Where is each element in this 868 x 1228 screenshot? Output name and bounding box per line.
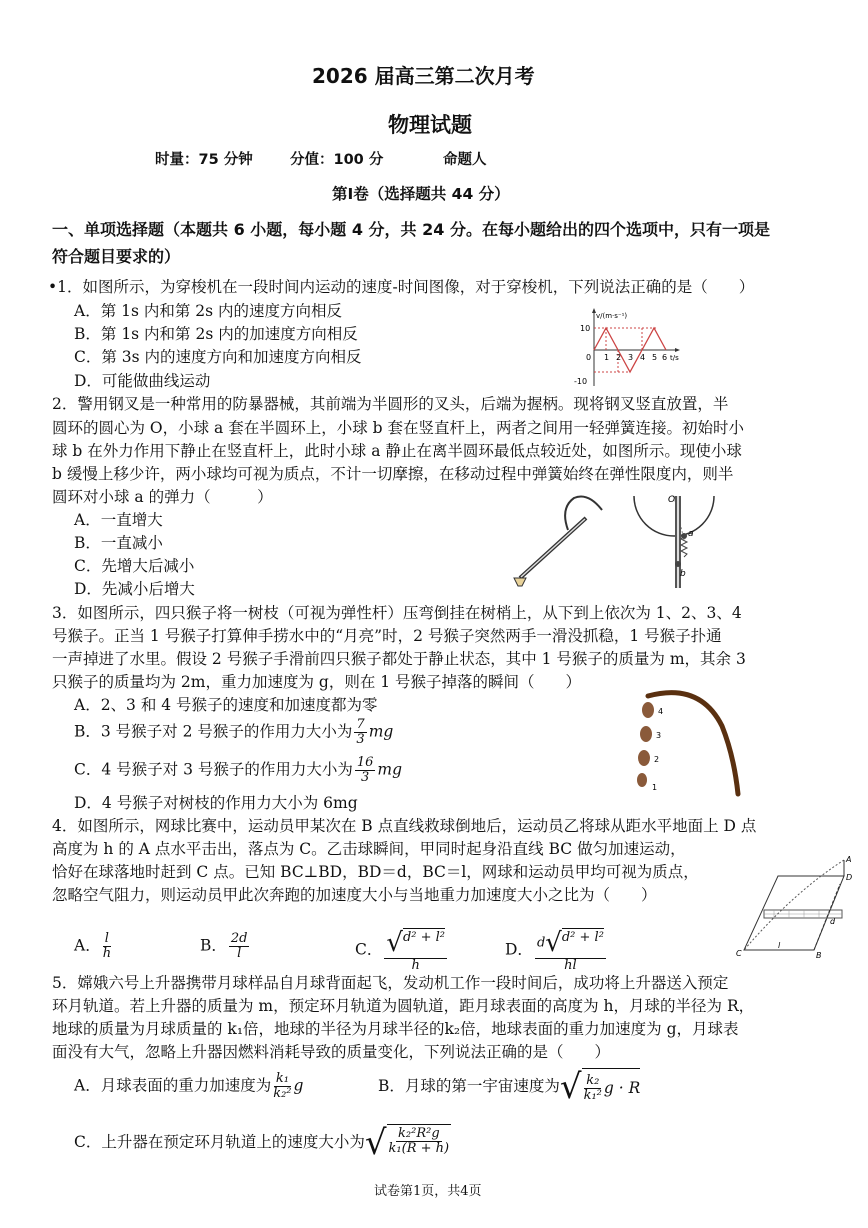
q1-tick-1: 1 <box>604 353 610 362</box>
q2-line4: b 缓慢上移少许，两小球均可视为质点，不计一切摩擦，在移动过程中弹簧始终在弹性限度内，则半 <box>52 465 734 483</box>
q4-fig-d: D <box>846 873 853 882</box>
q4-option-b <box>200 932 251 961</box>
q5-c-num: k₂²R²g <box>398 1126 440 1141</box>
q5-line4: 面没有大气，忽略上升器因燃料消耗导致的质量变化，下列说法正确的是（ ） <box>52 1043 611 1061</box>
q1-ylabel: v/(m·s⁻¹) <box>596 312 628 320</box>
q3-option-c-fraction <box>355 756 376 785</box>
q4-c-fraction: √ d² + l² h <box>386 928 446 973</box>
q3-option-b-text: B．3 号猴子对 2 号猴子的作用力大小为 <box>74 722 353 741</box>
q5-line3: 地球的质量为月球质量的 k₁倍，地球的半径为月球半径的k₂倍，地球表面的重力加速度为 g，月球表 <box>52 1020 739 1038</box>
q3-monkey-2: 2 <box>654 755 660 764</box>
q1-origin: 0 <box>586 353 592 362</box>
q1-option-d: D．可能做曲线运动 <box>74 372 211 390</box>
exam-title: 2026 届高三第二次月考 <box>312 64 535 88</box>
q5-option-b <box>378 1068 640 1106</box>
q1-tick-6: 6 <box>662 353 668 362</box>
q4-line3: 恰好在球落地时赶到 C 点。已知 BC⊥BD，BD＝d，BC＝l，网球和运动员甲均可视为质点， <box>52 863 699 881</box>
q3-c-numerator: 16 <box>356 755 374 770</box>
q2-line5: 圆环对小球 a 的弹力（ ） <box>52 488 273 506</box>
q4-c-num: d² + l² <box>403 928 445 958</box>
q3-c-denominator: 3 <box>361 770 370 785</box>
q4-fig-c: C <box>736 949 742 958</box>
q1-option-b: B．第 1s 内和第 2s 内的加速度方向相反 <box>74 325 358 343</box>
q5-line2: 环月轨道。若上升器的质量为 m，预定环月轨道为圆轨道，距月球表面的高度为 h，月球的半径为 R， <box>52 997 755 1015</box>
q2-option-c: C．先增大后减小 <box>74 557 195 575</box>
q2-line3: 球 b 在外力作用下静止在竖直杆上，此时小球 a 静止在离半圆环最低点较近处，如图所示。现使小球 <box>52 442 742 460</box>
q4-fig-dd: d <box>830 917 836 926</box>
q4-option-d <box>505 928 608 973</box>
q5-a-den: k₂² <box>273 1086 292 1101</box>
subject-title: 物理试题 <box>388 113 472 137</box>
q1-ytop: 10 <box>580 324 591 333</box>
q3-c-mg: mg <box>377 760 403 779</box>
q3-monkeys-figure <box>630 686 750 798</box>
q4-a-den: h <box>102 946 112 961</box>
page-footer: 试卷第1页，共4页 <box>374 1184 482 1199</box>
q1-tick-4: 4 <box>640 353 646 362</box>
section-heading-line1: 一、单项选择题（本题共 6 小题，每小题 4 分，共 24 分。在每小题给出的四个选项中，只有一项是 <box>52 220 770 239</box>
q4-fig-a: A <box>846 855 852 864</box>
q5-a-fraction <box>273 1072 291 1101</box>
q5-b-den: k₁² <box>583 1088 602 1103</box>
q4-c-den: h <box>411 958 420 973</box>
q4-a-label: A． <box>74 936 101 955</box>
q3-option-c <box>74 756 402 785</box>
q3-monkey-4: 4 <box>658 707 664 716</box>
q5-line1: 5．嫦娥六号上升器携带月球样品自月球背面起飞，发动机工作一段时间后，成功将上升器送入预定 <box>52 974 729 992</box>
q4-line2: 高度为 h 的 A 点水平击出，落点为 C。乙击球瞬间，甲同时起身沿直线 BC 做匀加速运动， <box>52 840 686 858</box>
q4-a-fraction <box>103 932 111 961</box>
q3-line1: 3．如图所示，四只猴子将一树枝（可视为弹性杆）压弯倒挂在树梢上，从下到上依次为 1、2、3、4 <box>52 604 742 622</box>
q4-b-den: l <box>237 946 242 961</box>
q3-option-b-fraction <box>354 718 366 747</box>
q2-option-b: B．一直减小 <box>74 534 163 552</box>
q3-line4: 只猴子的质量均为 2m，重力加速度为 g，则在 1 号猴子掉落的瞬间（ ） <box>52 673 582 691</box>
q1-tick-2: 2 <box>616 353 622 362</box>
q4-d-num-pre: d <box>536 935 546 951</box>
q4-tennis-court-figure <box>734 852 854 962</box>
q5-option-a <box>74 1072 303 1101</box>
q5-c-den: k₁(R + h) <box>388 1141 450 1156</box>
score-label: 分值：100 分 <box>290 152 384 168</box>
time-label: 时量：75 分钟 <box>155 152 253 168</box>
q2-option-d: D．先减小后增大 <box>74 580 195 598</box>
q4-b-label: B． <box>200 936 227 955</box>
q5-b-sqrt: √ $\frac{\text{k₂}}{\text{k₁²}}$ g · R <box>559 1067 641 1107</box>
q5-b-text: B．月球的第一宇宙速度为 <box>378 1077 560 1095</box>
q4-d-label: D． <box>505 940 533 959</box>
q3-option-b <box>74 718 393 747</box>
q4-c-label: C． <box>355 940 383 959</box>
q4-d-num: d² + l² <box>562 928 604 958</box>
q2-line2: 圆环的圆心为 O，小球 a 套在半圆环上，小球 b 套在竖直杆上，两者之间用一轻弹簧连接。初始时小 <box>52 419 745 437</box>
author-label: 命题人 <box>443 152 487 168</box>
q4-line4: 忽略空气阻力，则运动员甲此次奔跑的加速度大小与当地重力加速度大小之比为（ ） <box>52 886 657 904</box>
q2-steel-fork-figure <box>508 490 608 590</box>
q5-a-g: g <box>293 1076 304 1095</box>
q3-line2: 号猴子。正当 1 号猴子打算伸手捞水中的“月亮”时，2 号猴子突然两手一滑没抓稳，1 号猴子扑通 <box>52 627 722 645</box>
q1-vt-graph <box>572 306 687 390</box>
q1-tick-5: 5 <box>652 353 658 362</box>
q3-b-numerator: 7 <box>356 717 365 732</box>
q2-label-a: a <box>688 529 694 539</box>
q3-monkey-1: 1 <box>652 783 658 792</box>
q3-option-d: D．4 号猴子对树枝的作用力大小为 6mg <box>74 794 358 812</box>
q4-option-a <box>74 932 113 961</box>
q4-option-c <box>355 928 449 973</box>
q3-option-a: A．2、3 和 4 号猴子的速度和加速度都为零 <box>74 696 378 714</box>
q5-b-num: k₂ <box>586 1073 600 1088</box>
q5-option-c <box>74 1124 451 1162</box>
q1-ybottom: -10 <box>574 377 588 386</box>
q4-b-fraction <box>229 932 250 961</box>
q5-a-text: A．月球表面的重力加速度为 <box>74 1076 272 1095</box>
q5-a-num: k₁ <box>275 1071 289 1086</box>
q4-fig-b: B <box>816 951 822 960</box>
q3-line3: 一声掉进了水里。假设 2 号猴子手滑前四只猴子都处于静止状态，其中 1 号猴子的质量为 m，其余 3 <box>52 650 746 668</box>
q4-fig-l: l <box>778 941 781 950</box>
q1-xlabel: t/s <box>670 354 679 362</box>
q3-monkey-3: 3 <box>656 731 662 740</box>
q3-option-c-text: C．4 号猴子对 3 号猴子的作用力大小为 <box>74 760 353 779</box>
q1-option-a: A．第 1s 内和第 2s 内的速度方向相反 <box>74 302 343 320</box>
q5-c-sqrt: √ $\frac{\text{k₂²R²g}}{\text{k₁(R + h)}}$ <box>364 1123 450 1163</box>
section-heading-line2: 符合题目要求的） <box>52 247 181 266</box>
q4-d-den: hl <box>564 958 577 973</box>
q1-stem: •1．如图所示，为穿梭机在一段时间内运动的速度-时间图像，对于穿梭机，下列说法正确的是（ ） <box>48 278 755 296</box>
q3-b-mg: mg <box>368 722 394 741</box>
q2-option-a: A．一直增大 <box>74 511 163 529</box>
volume-title: 第Ⅰ卷（选择题共 44 分） <box>332 185 510 203</box>
q5-c-text: C．上升器在预定环月轨道上的速度大小为 <box>74 1133 365 1151</box>
q4-d-fraction: d √ d² + l² hl <box>536 928 604 973</box>
section-heading <box>52 216 832 270</box>
q2-label-b: b <box>680 569 686 579</box>
q1-option-c: C．第 3s 内的速度方向和加速度方向相反 <box>74 348 362 366</box>
q5-b-post: g · R <box>603 1079 641 1097</box>
q1-tick-3: 3 <box>628 353 634 362</box>
q2-semicircle-figure <box>628 492 718 590</box>
q4-b-num: 2d <box>230 931 248 946</box>
q2-label-o: O <box>668 495 676 505</box>
q2-line1: 2．警用钢叉是一种常用的防暴器械，其前端为半圆形的叉头，后端为握柄。现将钢叉竖直放置，半 <box>52 395 729 413</box>
q4-line1: 4．如图所示，网球比赛中，运动员甲某次在 B 点直线救球倒地后，运动员乙将球从距水平地面上 D 点 <box>52 817 757 835</box>
q4-a-num: l <box>104 931 109 946</box>
q3-b-denominator: 3 <box>356 732 365 747</box>
